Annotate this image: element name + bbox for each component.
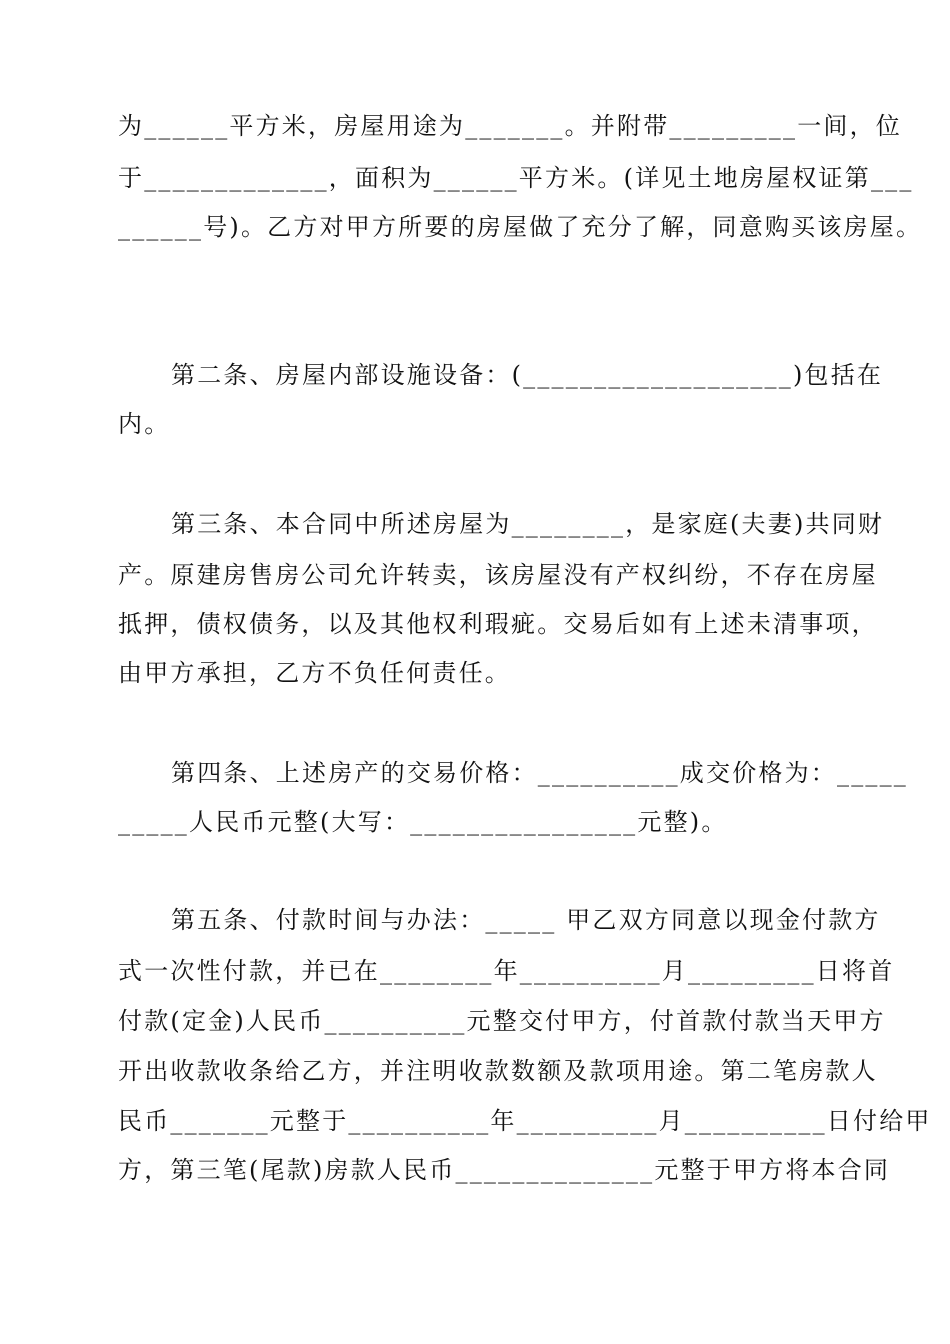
article-5-line-4: 开出收款收条给乙方，并注明收款数额及款项用途。第二笔房款人 (118, 1057, 878, 1085)
article-3-line-1: 第三条、本合同中所述房屋为________，是家庭(夫妻)共同财 (171, 510, 885, 538)
article-1-line-1: 为______平方米，房屋用途为_______。并附带_________一间，位 (118, 112, 902, 140)
article-5-line-5: 民币_______元整于__________年__________月__________日付给甲 (118, 1107, 932, 1135)
article-5-line-3: 付款(定金)人民币__________元整交付甲方，付首款付款当天甲方 (118, 1007, 886, 1035)
article-1-line-2: 于_____________，面积为______平方米。(详见土地房屋权证第___ (118, 164, 914, 192)
article-3-line-3: 抵押，债权债务，以及其他权利瑕疵。交易后如有上述未清事项， (118, 610, 878, 638)
article-3-line-2: 产。原建房售房公司允许转卖，该房屋没有产权纠纷，不存在房屋 (118, 561, 878, 589)
article-5-line-1: 第五条、付款时间与办法：_____ 甲乙双方同意以现金付款方 (171, 906, 881, 934)
article-2-line-1: 第二条、房屋内部设施设备：(___________________)包括在 (171, 361, 884, 389)
article-2-line-2: 内。 (118, 410, 171, 438)
article-1-line-3: ______号)。乙方对甲方所要的房屋做了充分了解，同意购买该房屋。 (118, 213, 923, 241)
article-4-line-1: 第四条、上述房产的交易价格：__________成交价格为：_____ (171, 759, 908, 787)
article-4-line-2: _____人民币元整(大写：________________元整)。 (118, 808, 728, 836)
article-5-line-2: 式一次性付款，并已在________年__________月_________日将首 (118, 957, 895, 985)
article-3-line-4: 由甲方承担，乙方不负任何责任。 (118, 659, 511, 687)
article-5-line-6: 方，第三笔(尾款)房款人民币______________元整于甲方将本合同 (118, 1156, 891, 1184)
